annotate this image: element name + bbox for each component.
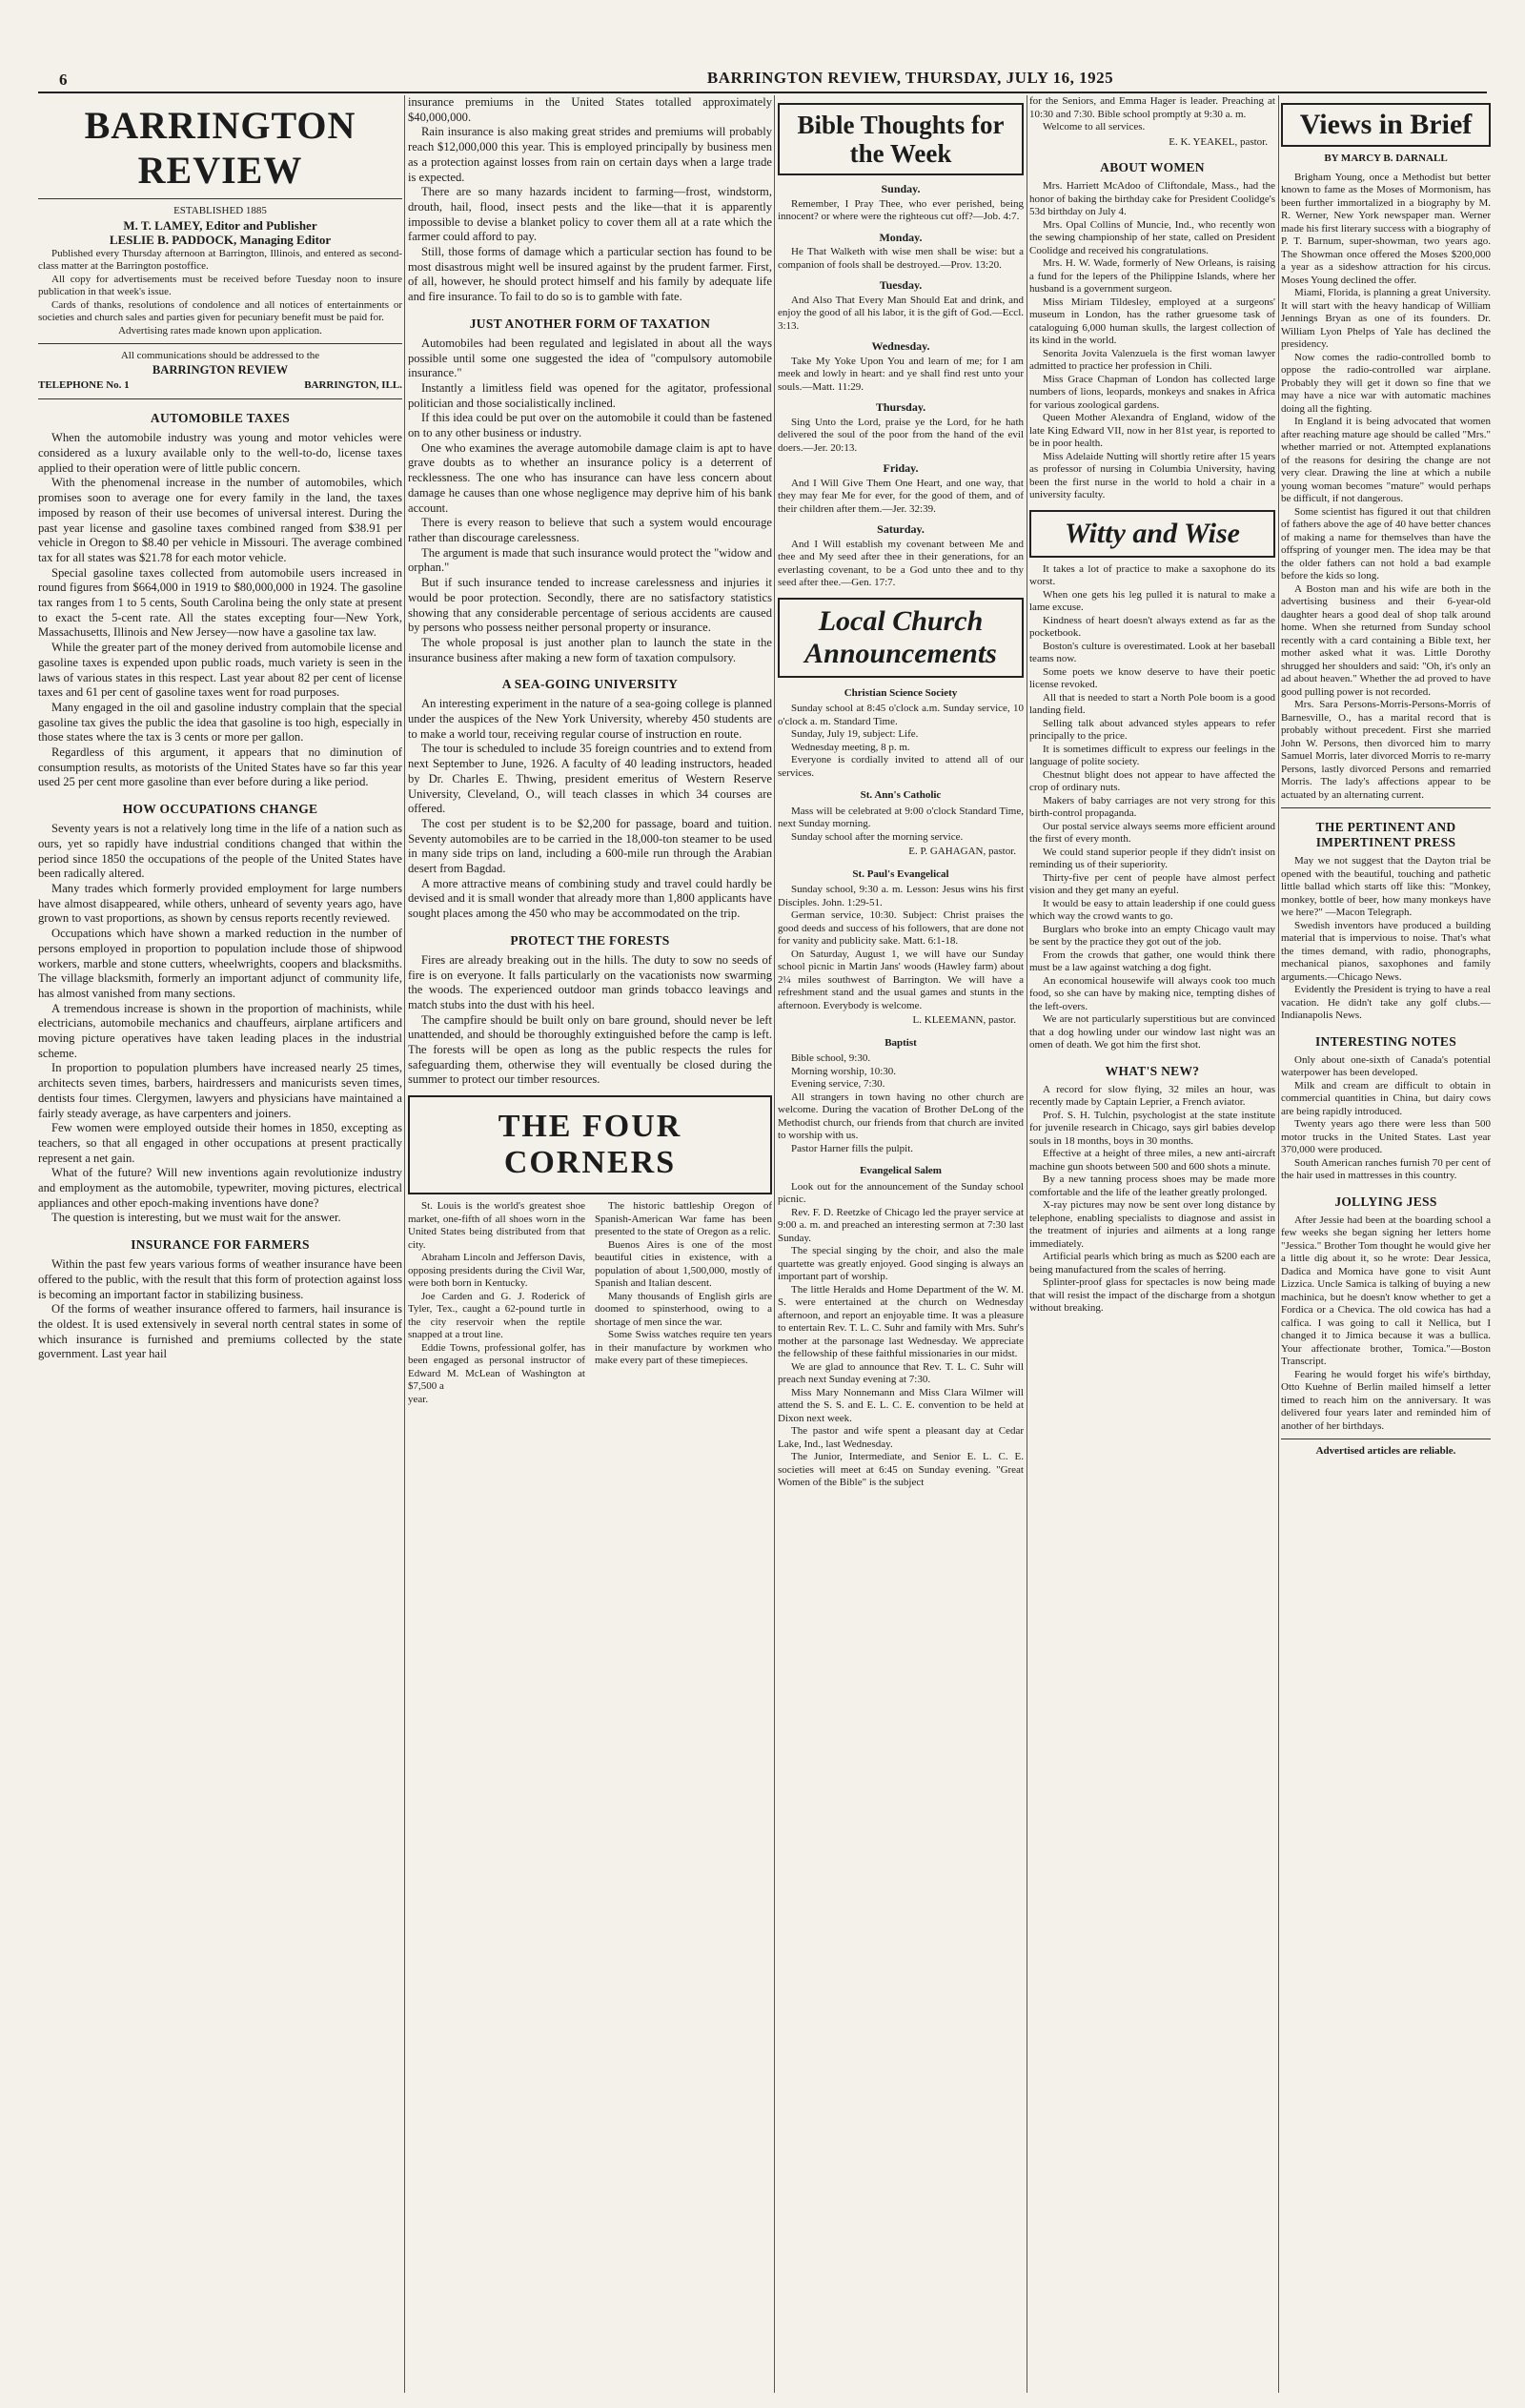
paragraph: South American ranches furnish 70 per cent of the hair used in mattresses in this country. xyxy=(1281,1156,1491,1181)
church-text: The Junior, Intermediate, and Senior E. L. C. E. societies will meet at 6:45 on Sunday evening. "Great Women of the Bible" is the subject xyxy=(778,1451,1024,1488)
church-text: for the Seniors, and Emma Hager is leader. Preaching at 10:30 and 7:30. Bible school promptly at 9:30 a. m. xyxy=(1029,95,1275,120)
verse-text: He That Walketh with wise men shall be wise: but a companion of fools shall be destroyed.—Prov. 13:20. xyxy=(778,246,1024,271)
paragraph: An economical housewife will always cook too much food, so she can have by making nice, tempting dishes of the left-overs. xyxy=(1029,974,1275,1012)
paragraph: Makers of baby carriages are not very strong for this birth-control propaganda. xyxy=(1029,794,1275,819)
headline-whats-new: WHAT'S NEW? xyxy=(1105,1063,1200,1078)
pastor-signature: E. K. YEAKEL, pastor. xyxy=(1169,135,1268,148)
paragraph: If this idea could be put over on the automobile it could than be fastened on to any other business or industry. xyxy=(408,411,772,440)
church-name: St. Ann's Catholic xyxy=(860,789,942,801)
paragraph: Evidently the President is trying to have a real vacation. He didn't take any golf clubs.—Indianapolis News. xyxy=(1281,984,1491,1021)
paragraph: Many engaged in the oil and gasoline industry complain that the special gasoline tax gives the public the idea that gasoline is too high, especially in those states where the tax is 3 cents or more per gallon. xyxy=(38,700,402,745)
verse-day: Saturday. xyxy=(877,522,925,536)
verse-text: Remember, I Pray Thee, who ever perished, being innocent? or where were the righteous cut off?—Job. 4:7. xyxy=(778,197,1024,222)
verse-day: Tuesday. xyxy=(879,278,923,292)
church-text: Sunday school at 8:45 o'clock a.m. Sunday service, 10 o'clock a. m. Standard Time. xyxy=(778,703,1024,727)
header-rule xyxy=(38,92,1487,93)
paragraph: One who examines the average automobile damage claim is apt to have grave doubts as to whether an insurance policy is a deterrent of recklessness. The one who has insurance can have less concern about damage he causes than one whose negligence may deprive him of his bank account. xyxy=(408,440,772,515)
address-note: All communications should be addressed to the xyxy=(120,350,320,362)
church-text: Everyone is cordially invited to attend all of our services. xyxy=(778,754,1024,779)
paragraph: Prof. S. H. Tulchin, psychologist at the state institute for juvenile research in Chicago, says girl babies develop souls in 18 months, boys in 30 months. xyxy=(1029,1109,1275,1147)
paragraph: Miss Miriam Tildesley, employed at a surgeons' museum in London, has the rather gruesome task of cataloguing 6,000 human skulls, the largest collection of its kind in the world. xyxy=(1029,296,1275,346)
paragraph: From the crowds that gather, one would think there must be a law against watching a dog fight. xyxy=(1029,949,1275,973)
cards-note: Cards of thanks, resolutions of condolence and all notices of entertainments or societies and church sales and parties given for pecuniary benefit must be paid for. xyxy=(38,298,402,324)
headline-forests: PROTECT THE FORESTS xyxy=(510,932,670,948)
paragraph: An interesting experiment in the nature of a sea-going college is planned under the auspices of the New York University, whereby 450 students are to make a world tour, receiving regular course of instruction en route. xyxy=(408,697,772,741)
paragraph: Chestnut blight does not appear to have affected the crop of ordinary nuts. xyxy=(1029,768,1275,793)
paragraph: We could stand superior people if they didn't insist on reminding us of their superiority. xyxy=(1029,846,1275,870)
paragraph: Miami, Florida, is planning a great University. It will start with the heavy handicap of William Jennings Bryan as one of its founders. Dr. William Lyon Phelps of Yale has declined the presidency. xyxy=(1281,287,1491,350)
paragraph: insurance premiums in the United States totalled approximately $40,000,000. xyxy=(408,95,772,124)
paragraph: After Jessie had been at the boarding school a few weeks she began signing her letters home "Jessica." Brother Tom thought he would give her a little dig about it, so he wrote: Dear Jessica, Dadica and Momica have gone to visit Aunt Lizzica. Uncle Samica is talking of buying a new machinica, but he doesn't know whether to get a Fordica or a Chevica. The old cowica has had a calfica. I was going to call it Nellica, but I changed it to Jimica because it was a bullica. Your affectionate brother, Tomica."—Boston Transcript. xyxy=(1281,1214,1491,1367)
column-4 xyxy=(1029,95,1275,1316)
church-text: Pastor Harner fills the pulpit. xyxy=(791,1142,914,1154)
copy-note: All copy for advertisements must be received before Tuesday noon to insure publication in that week's issue. xyxy=(38,273,402,298)
paragraph: Mrs. H. W. Wade, formerly of New Orleans, is raising a fund for the lepers of the Philippine Islands, where her husband is a government surgeon. xyxy=(1029,257,1275,295)
church-text: Mass will be celebrated at 9:00 o'clock Standard Time, next Sunday morning. xyxy=(778,805,1024,829)
paragraph: Splinter-proof glass for spectacles is now being made that will resist the impact of the discharge from a shotgun without breaking. xyxy=(1029,1276,1275,1314)
paragraph: Queen Mother Alexandra of England, widow of the late King Edward VII, now in her 81st year, is reported to be in poor health. xyxy=(1029,412,1275,449)
column-5 xyxy=(1281,95,1491,1459)
paragraph: Of the forms of weather insurance offered to farmers, hail insurance is the oldest. It is used extensively in several north central states in some of which insurance is furnished and premiums collected by the state government. Last year hail xyxy=(38,1302,402,1361)
church-text: German service, 10:30. Subject: Christ praises the good deeds and success of his followers, that are done not for vanity and publicity sake. Matt. 6:1-18. xyxy=(778,909,1024,947)
paragraph: Effective at a height of three miles, a new anti-aircraft machine gun shoots between 500 and 600 shots a minute. xyxy=(1029,1148,1275,1173)
headline-sea-university: A SEA-GOING UNIVERSITY xyxy=(501,677,679,692)
paragraph: In England it is being advocated that women after reaching mature age should be called "Mrs." whether married or not. Attempted explanations of the reasons for desiring the change are not very clear. Drawing the line at which a nubile young woman becomes "mature" would perhaps be difficult, if not dangerous. xyxy=(1281,416,1491,504)
paragraph: Brigham Young, once a Methodist but better known to fame as the Moses of Mormonism, has been further immortalized in a biography by M. R. Werner, New York newspaper man. Werner made his first literary success with a biography of P. T. Barnum, super-showman, two years ago. The Showman once offered the Moses $200,000 a year as a sideshow attraction for his circus. Moses Young declined the offer. xyxy=(1281,171,1491,286)
church-text: Evening service, 7:30. xyxy=(791,1078,885,1090)
paragraph: With the phenomenal increase in the number of automobiles, which promises soon to average one for every family in the land, the taxes imposed by reason of their use becomes of universal interest. During the past year license and gasoline taxes combined ranged from $38.91 per vehicle in Oregon to $8.40 per vehicle in Missouri. The average combined tax for all states was $21.78 for each motor vehicle. xyxy=(38,476,402,564)
headline-insurance: INSURANCE FOR FARMERS xyxy=(131,1237,310,1253)
paragraph: Automobiles had been regulated and legislated in about all the ways possible until some one suggested the idea of "compulsory automobile insurance." xyxy=(408,336,772,380)
four-corners-title: THE FOUR CORNERS xyxy=(408,1095,772,1194)
verse-day: Sunday. xyxy=(881,182,921,195)
church-text: Sunday school, 9:30 a. m. Lesson: Jesus wins his first Disciples. John. 1:29-51. xyxy=(778,884,1024,908)
church-announcements-title: Local Church Announcements xyxy=(778,598,1024,678)
four-corners-item: Eddie Towns, professional golfer, has been engaged as personal instructor of Edward M. McLean of Washington at $7,500 a xyxy=(408,1341,585,1393)
paragraph: All that is needed to start a North Pole boom is a good landing field. xyxy=(1029,691,1275,716)
paragraph: Mrs. Sara Persons-Morris-Persons-Morris of Barnesville, O., has a marital record that is probably without precedent. First she married John W. Persons, then divorced him to marry Samuel Morris, later divorced Morris to re-marry Persons, lastly divorced Persons and remarried Morris. The lady's affections appear to be actuated by an alternating current. xyxy=(1281,699,1491,801)
paragraph: Many trades which formerly provided employment for large numbers have almost disappeared, while others, unheard of seventy years ago, have grown to vast proportions, as shown by census reports recently reviewed. xyxy=(38,882,402,926)
address-name: BARRINGTON REVIEW xyxy=(152,362,289,377)
paragraph: Milk and cream are difficult to obtain in commercial quantities in China, but dairy cows are being rapidly introduced. xyxy=(1281,1079,1491,1117)
verse-day: Friday. xyxy=(883,461,919,475)
rates-note: Advertising rates made known upon application. xyxy=(118,324,322,337)
footer-note: Advertised articles are reliable. xyxy=(1315,1445,1456,1457)
church-text: Sunday school after the morning service. xyxy=(791,830,964,843)
column-3 xyxy=(778,95,1024,1490)
church-text: All strangers in town having no other church are welcome. During the vacation of Brother DeLong of the Methodist church, our friends from that church are invited to worship with us. xyxy=(778,1091,1024,1141)
headline-jollying-jess: JOLLYING JESS xyxy=(1334,1194,1437,1209)
column-rule xyxy=(404,95,405,2393)
paragraph: X-ray pictures may now be sent over long distance by telephone, enabling specialists to diagnose and assist in the treatment of injuries and ailments at a long range immediately. xyxy=(1029,1199,1275,1250)
verse-day: Monday. xyxy=(879,230,923,244)
paragraph: Only about one-sixth of Canada's potential waterpower has been developed. xyxy=(1281,1053,1491,1078)
column-rule xyxy=(1278,95,1279,2393)
paragraph: Artificial pearls which bring as much as $200 each are being manufactured from the scales of herring. xyxy=(1029,1251,1275,1275)
byline: BY MARCY B. DARNALL xyxy=(1324,153,1448,164)
headline-about-women: ABOUT WOMEN xyxy=(1100,160,1205,174)
column-2 xyxy=(408,95,772,1406)
page-number: 6 xyxy=(59,71,68,89)
four-corners-item: Some Swiss watches require ten years in their manufacture by workmen who make every part of these timepieces. xyxy=(595,1329,772,1367)
church-text: Miss Mary Nonnemann and Miss Clara Wilmer will attend the S. S. and E. L. C. E. convention to be held at Dixon next week. xyxy=(778,1386,1024,1424)
paragraph: The argument is made that such insurance would protect the "widow and orphan." xyxy=(408,545,772,575)
paragraph: Fearing he would forget his wife's birthday, Otto Kuehne of Berlin mailed himself a letter timed to reach him on the anniversary. It was delivered four years later and reminded him of another of her birthdays. xyxy=(1281,1368,1491,1432)
paragraph: Thirty-five per cent of people have almost perfect vision and they get many an eyeful. xyxy=(1029,871,1275,896)
four-corners-item: Buenos Aires is one of the most beautiful cities in existence, with a population of about 1,500,000, mostly of Spanish and Italian descent. xyxy=(595,1238,772,1290)
paragraph: Fires are already breaking out in the hills. The duty to sow no seeds of fire is on everyone. It falls particularly on the vacationists now swarming the woods. The experienced outdoor man grinds tobacco leavings and match stubs into the dust with his heel. xyxy=(408,952,772,1011)
church-name: Evangelical Salem xyxy=(860,1165,942,1176)
paragraph: It would be easy to attain leadership if one could guess which way the crowd wants to go. xyxy=(1029,897,1275,922)
church-text: The pastor and wife spent a pleasant day at Cedar Lake, Ind., last Wednesday. xyxy=(778,1425,1024,1450)
church-text: We are glad to announce that Rev. T. L. C. Suhr will preach next Sunday evening at 7:30. xyxy=(778,1360,1024,1385)
church-text: Wednesday meeting, 8 p. m. xyxy=(791,741,910,753)
paragraph: Instantly a limitless field was opened for the agitator, professional politician and those socialistically inclined. xyxy=(408,380,772,410)
church-text: Welcome to all services. xyxy=(1043,121,1146,133)
pastor-signature: L. KLEEMANN, pastor. xyxy=(912,1014,1016,1026)
paragraph: While the greater part of the money derived from automobile license and gasoline taxes is expended upon public roads, much variety is seen in the laws of various states in this respect. Last year about 82 per cent of license taxes and 61 per cent of gasoline taxes went for road purposes. xyxy=(38,641,402,700)
masthead-title: BARRINGTON REVIEW xyxy=(84,104,356,192)
paragraph: A more attractive means of combining study and travel could hardly be devised and it is small wonder that already more than 1,800 applicants have sought places among the 450 who may be accommodated on the trip. xyxy=(408,876,772,921)
headline-occupations: HOW OCCUPATIONS CHANGE xyxy=(122,802,318,817)
paragraph: Within the past few years various forms of weather insurance have been offered to the public, with the result that this form of protection against loss is becoming an important factor in stabilizing business. xyxy=(38,1257,402,1301)
verse-day: Thursday. xyxy=(875,400,926,414)
column-rule xyxy=(774,95,775,2393)
headline-taxation: JUST ANOTHER FORM OF TAXATION xyxy=(469,316,711,331)
witty-and-wise-title: Witty and Wise xyxy=(1029,510,1275,558)
verse-text: Take My Yoke Upon You and learn of me; for I am meek and lowly in heart: and ye shall find rest unto your souls.—Matt. 11:29. xyxy=(778,355,1024,393)
headline-interesting-notes: INTERESTING NOTES xyxy=(1314,1033,1457,1049)
editor: M. T. LAMEY, Editor and Publisher xyxy=(123,217,317,233)
church-name: Baptist xyxy=(884,1036,917,1049)
church-text: Bible school, 9:30. xyxy=(791,1052,871,1064)
four-corners-item: Many thousands of English girls are doomed to spinsterhood, owing to a shortage of men since the war. xyxy=(595,1290,772,1328)
paragraph: Burglars who broke into an empty Chicago vault may be sent by the practice they got out of the job. xyxy=(1029,923,1275,948)
paragraph: There is every reason to believe that such a system would encourage rather than discourage carelessness. xyxy=(408,516,772,544)
pastor-signature: E. P. GAHAGAN, pastor. xyxy=(908,846,1016,857)
church-name: Christian Science Society xyxy=(844,686,958,699)
paragraph: Selling talk about advanced styles appears to refer principally to the price. xyxy=(1029,717,1275,742)
paragraph: A record for slow flying, 32 miles an hour, was recently made by Captain Leprier, a French aviator. xyxy=(1029,1083,1275,1108)
paragraph: There are so many hazards incident to farming—frost, windstorm, drouth, hail, flood, insect pests and the like—that it is apparently impossible to devise a blanket policy to cover them all at a rate which the farmer could afford to pay. xyxy=(408,185,772,244)
managing-editor: LESLIE B. PADDOCK, Managing Editor xyxy=(109,233,332,248)
paragraph: Miss Adelaide Nutting will shortly retire after 15 years as professor of nursing in Columbia University, having been the first nurse in the world to hold a chair in a university faculty. xyxy=(1029,450,1275,500)
verse-text: Sing Unto the Lord, praise ye the Lord, for he hath delivered the soul of the poor from the hand of the evil doers.—Jer. 20:13. xyxy=(778,416,1024,454)
paragraph: Seventy years is not a relatively long time in the life of a nation such as ours, yet so rapidly have industrial conditions changed that within the period since 1850 the occupations of the people of the United States have been radically altered. xyxy=(38,822,402,881)
paragraph: But if such insurance tended to increase carelessness and injuries it would be poor protection. Secondly, there are no satisfactory statistics showing that any considerable percentage of serious accidents are caused by persons who possess neither personal property or insurance. xyxy=(408,576,772,635)
paragraph: When one gets his leg pulled it is natural to make a lame excuse. xyxy=(1029,588,1275,613)
paragraph: Senorita Jovita Valenzuela is the first woman lawyer admitted to practice her profession in Chili. xyxy=(1029,347,1275,372)
church-name: St. Paul's Evangelical xyxy=(852,867,949,880)
paragraph: Mrs. Harriett McAdoo of Cliftondale, Mass., had the honor of baking the birthday cake for President Coolidge's 53d birthday on July 4. xyxy=(1029,180,1275,217)
telephone: TELEPHONE No. 1 xyxy=(38,378,130,391)
paragraph: The cost per student is to be $2,200 for passage, board and tuition. Seventy automobiles are to be carried in the 18,000-ton steamer to be used in many side trips on land, including a 600-mile run through the Arabian desert from Bagdad. xyxy=(408,816,772,876)
church-text: The little Heralds and Home Department of the W. M. S. were entertained at the church on Wednesday afternoon, and report an enjoyable time. It was a pleasure to entertain Rev. T. L. C. Suhr and family with Mrs. Suhr's mother at the parsonage last Wednesday. We appreciate the fellowship of these faithful missionaries in our midst. xyxy=(778,1283,1024,1359)
verse-text: And Also That Every Man Should Eat and drink, and enjoy the good of all his labor, it is the gift of God.—Eccl. 3:13. xyxy=(778,294,1024,332)
four-corners-item: Abraham Lincoln and Jefferson Davis, opposing presidents during the Civil War, were both born in Kentucky. xyxy=(408,1252,585,1290)
paragraph: Mrs. Opal Collins of Muncie, Ind., who recently won the sewing championship of her state, called on President Coolidge and received his congratulations. xyxy=(1029,218,1275,256)
paragraph: In proportion to population plumbers have increased nearly 25 times, architects seven times, barbers, hairdressers and manicurists seven times, dentists four times. Clergymen, lawyers and physicians have maintained a fairly steady average, as have carpenters and joiners. xyxy=(38,1061,402,1120)
paragraph: The campfire should be built only on bare ground, should never be left unattended, and should be thoroughly extinguished before the camp is left. The forests will be open as long as the public respects the rules for safeguarding them, otherwise they will eventually be closed during the summer to protect our timber resources. xyxy=(408,1012,772,1087)
paragraph: It is sometimes difficult to express our feelings in the language of polite society. xyxy=(1029,743,1275,767)
paragraph: When the automobile industry was young and motor vehicles were considered as a luxury available only to the well-to-do, license taxes applied to their operation were of little public concern. xyxy=(38,431,402,475)
paragraph: Boston's culture is overestimated. Look at her baseball teams now. xyxy=(1029,640,1275,664)
paragraph: Some scientist has figured it out that children of fathers above the age of 40 have better chances of making a name for themselves than have the offspring of younger men. The idea may be that the older fathers can not hold a bad example before the kids so long. xyxy=(1281,505,1491,582)
paragraph: What of the future? Will new inventions again revolutionize industry and employment as the automobile, typewriter, moving pictures, electrical appliances and other epoch-making inventions have done? xyxy=(38,1166,402,1210)
church-text: The special singing by the choir, and also the male quartette was greatly enjoyed. Good singing is always an important part of worship. xyxy=(778,1245,1024,1282)
established: ESTABLISHED 1885 xyxy=(173,205,267,216)
paragraph: Miss Grace Chapman of London has collected large numbers of lions, leopards, monkeys and snakes in Africa for various zoological gardens. xyxy=(1029,373,1275,411)
paragraph: Regardless of this argument, it appears that no diminution of consumption results, as motorists of the United States have so far this year used 25 per cent more gasoline than ever before during a like period. xyxy=(38,745,402,789)
paragraph: Now comes the radio-controlled bomb to oppose the radio-controlled war airplane. Probably they will get it down so fine that we may have a nice war with automatic machines doing all the fighting. xyxy=(1281,351,1491,415)
paragraph: A Boston man and his wife are both in the advertising business and their 6-year-old daughter hears a good deal of shop talk around home. When she returned from Sunday school recently with a card containing a Bible text, her mother asked what it was. Little Dorothy shrugged her shoulders and said: "Oh, it's only an ad about heaven." Whether the ad proved to have good pulling power is not recorded. xyxy=(1281,582,1491,698)
four-corners xyxy=(408,1200,772,1406)
city: BARRINGTON, ILL. xyxy=(304,378,402,391)
column-1 xyxy=(38,95,402,1362)
paragraph: It takes a lot of practice to make a saxophone do its worst. xyxy=(1029,562,1275,587)
four-corners-item: St. Louis is the world's greatest shoe market, one-fifth of all shoes worn in the United States being distributed from that city. xyxy=(408,1200,585,1251)
publication-note: Published every Thursday afternoon at Barrington, Illinois, and entered as second-class matter at the Barrington postoffice. xyxy=(38,247,402,273)
paragraph: A tremendous increase is shown in the proportion of machinists, while electricians, automobile mechanics and chauffeurs, airplane artificers and moving picture operatives have taken leading places in the industrial scheme. xyxy=(38,1001,402,1060)
paragraph: May we not suggest that the Dayton trial be opened with the beautiful, touching and pathetic little ballad which starts off like this: "Monkey, monkey, bottle of beer, how many monkeys have we here?" —Macon Telegraph. xyxy=(1281,855,1491,918)
paragraph: Still, those forms of damage which a particular section has found to be most disastrous might well be insured against by the prudent farmer. First, of all, however, he should protect himself and his family by adequate life and fire insurance. To fail to do so is to gamble with fate. xyxy=(408,245,772,304)
paragraph: Twenty years ago there were less than 500 motor trucks in the United States. Last year 370,000 were produced. xyxy=(1281,1118,1491,1155)
paragraph: Special gasoline taxes collected from automobile users increased in round figures from $664,000 in 1919 to $80,000,000 in 1924. The gasoline tax ranges from 1 to 5 cents, South Carolina being the only state at present to exact the 5-cent rate. All the states excepting four—New York, Massachusetts, Illinois and New Jersey—now have a gasoline tax law. xyxy=(38,565,402,640)
church-text: On Saturday, August 1, we will have our Sunday school picnic in Martin Jans' woods (Hawley farm) about 2¼ miles southwest of Barrington. We will have a refreshment stand and the usual games and stunts in the afternoon. Everybody is welcome. xyxy=(778,948,1024,1011)
verse-text: And I Will Give Them One Heart, and one way, that they may fear Me for ever, for the good of them, and of their children after them.—Jer. 32:39. xyxy=(778,477,1024,515)
paragraph: Rain insurance is also making great strides and premiums will probably reach $12,000,000 this year. This is employed principally by business men as a protection against losses from rain on certain days when a large trade is expected. xyxy=(408,125,772,184)
four-corners-item: The historic battleship Oregon of Spanish-American War fame has been presented to the state of Oregon as a relic. xyxy=(595,1200,772,1238)
headline-auto-taxes: AUTOMOBILE TAXES xyxy=(150,411,291,426)
paragraph: Few women were employed outside their homes in 1850, excepting as teachers, so that all engaged in other occupations at present practically represent a net gain. xyxy=(38,1121,402,1165)
four-corners-item: year. xyxy=(408,1393,429,1405)
church-text: Look out for the announcement of the Sunday school picnic. xyxy=(778,1180,1024,1205)
church-text: Sunday, July 19, subject: Life. xyxy=(791,728,919,740)
verse-text: And I Will establish my covenant between Me and thee and My seed after thee in their generations, for an everlasting covenant, to be a God unto thee and to thy seed after thee.—Gen. 17:7. xyxy=(778,538,1024,588)
paragraph: Swedish inventors have produced a building material that is impervious to noise. That's what the times demand, with radio, phonographs, mechanical pianos, saxophones and family arguments.—Chicago News. xyxy=(1281,919,1491,983)
bible-thoughts-title: Bible Thoughts for the Week xyxy=(778,103,1024,175)
paragraph: Our postal service always seems more efficient around the first of every month. xyxy=(1029,820,1275,845)
paragraph: We are not particularly superstitious but are convinced that a dog howling under our window last night was an omen of death. We got him the first shot. xyxy=(1029,1013,1275,1051)
verse-day: Wednesday. xyxy=(871,339,930,353)
paragraph: Some poets we know deserve to have their poetic license revoked. xyxy=(1029,665,1275,690)
paragraph: The question is interesting, but we must wait for the answer. xyxy=(51,1211,341,1225)
views-in-brief-title: Views in Brief xyxy=(1281,103,1491,147)
four-corners-item: Joe Carden and G. J. Roderick of Tyler, Tex., caught a 62-pound turtle in the city reservoir when the reptile snapped at a trout line. xyxy=(408,1290,585,1341)
paragraph: The tour is scheduled to include 35 foreign countries and to extend from next September to June, 1926. A faculty of 40 leading instructors, headed by Dr. Charles E. Thwing, president emeritus of Western Reserve University, Cleveland, O., will teach classes in which 34 courses are offered. xyxy=(408,742,772,816)
church-text: Rev. F. D. Reetzke of Chicago led the prayer service at 9:00 a. m. and preached an interesting sermon at 7:30 last Sunday. xyxy=(778,1206,1024,1244)
page-header: BARRINGTON REVIEW, THURSDAY, JULY 16, 1925 xyxy=(706,69,1114,87)
paragraph: By a new tanning process shoes may be made more comfortable and the life of the leather greatly prolonged. xyxy=(1029,1173,1275,1198)
paragraph: Kindness of heart doesn't always extend as far as the pocketbook. xyxy=(1029,614,1275,639)
paragraph: The whole proposal is just another plan to launch the state in the insurance business after making a new form of taxation compulsory. xyxy=(408,635,772,664)
paragraph: Occupations which have shown a marked reduction in the number of persons employed in proportion to population include those of shipwood workers, marble and stone cutters, wheelwrights, coopers and blacksmiths. The village blacksmith, formerly an important adjunct of community life, has almost vanished from many sections. xyxy=(38,927,402,1000)
church-text: Morning worship, 10:30. xyxy=(791,1065,896,1077)
headline-press: THE PERTINENT AND IMPERTINENT PRESS xyxy=(1315,820,1456,849)
